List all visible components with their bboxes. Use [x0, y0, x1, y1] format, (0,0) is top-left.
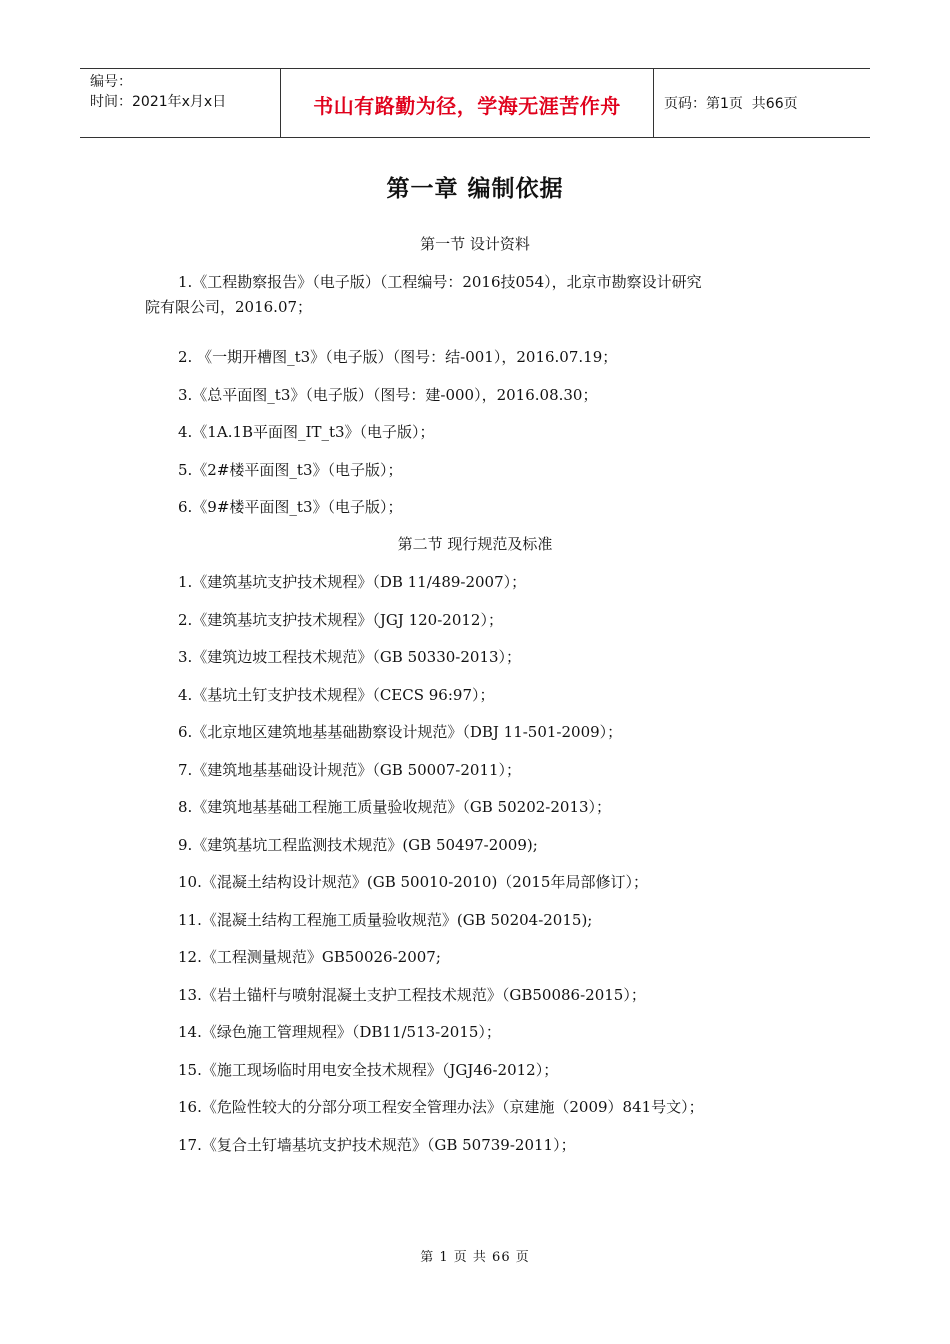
list-item	[145, 272, 845, 347]
list-item	[145, 1097, 845, 1135]
page-footer: 第 1 页 共 66 页	[420, 1250, 530, 1265]
list-item	[145, 835, 845, 873]
list-item-text: 4.《基坑土钉支护技术规程》（CECS 96:97）；	[178, 685, 495, 704]
header-page-cell	[654, 69, 870, 137]
list-item-text: 2. 《一期开槽图_t3》（电子版）（图号：结-001），2016.07.19；	[178, 348, 618, 366]
section-title-standards: 第二节 现行规范及标准	[397, 535, 553, 553]
list-item-text: 3.《总平面图_t3》（电子版）（图号：建-000），2016.08.30；	[178, 385, 598, 404]
section-title-design-materials: 第一节 设计资料	[420, 235, 530, 253]
list-item	[145, 947, 845, 985]
chapter-title: 第一章 编制依据	[386, 176, 564, 202]
list-item	[145, 722, 845, 760]
document-time-label: 时间：2021年x月x日	[90, 94, 227, 110]
header-page-info: 页码：第1页 共66页	[664, 96, 798, 112]
header-meta-cell	[80, 69, 281, 137]
list-item-text: 5.《2#楼平面图_t3》（电子版）；	[178, 460, 403, 479]
document-number-label: 编号：	[90, 74, 132, 90]
list-item	[145, 910, 845, 948]
list-item-text: 16.《危险性较大的分部分项工程安全管理办法》（京建施（2009）841号文）；	[178, 1098, 704, 1116]
list-item	[145, 647, 845, 685]
list-item-line: 1.《工程勘察报告》（电子版）（工程编号：2016技054），北京市勘察设计研究	[178, 273, 702, 291]
list-item	[145, 797, 845, 835]
list-item-text: 1.《建筑基坑支护技术规程》（DB 11/489-2007）；	[178, 573, 527, 591]
list-item	[145, 497, 845, 535]
list-item	[145, 1060, 845, 1098]
list-item-text: 15.《施工现场临时用电安全技术规程》（JGJ46-2012）；	[178, 1060, 559, 1079]
header-motto: 书山有路勤为径，学海无涯苦作舟	[313, 94, 621, 118]
list-item	[145, 872, 845, 910]
list-item	[145, 385, 845, 423]
standards-list	[145, 572, 845, 1172]
list-item	[145, 1022, 845, 1060]
list-item-text: 8.《建筑地基基础工程施工质量验收规范》（GB 50202-2013）；	[178, 798, 612, 816]
list-item	[145, 760, 845, 798]
list-item-text: 17.《复合土钉墙基坑支护技术规范》（GB 50739-2011）；	[178, 1135, 576, 1154]
list-item	[145, 347, 845, 385]
list-item-text: 12.《工程测量规范》GB50026-2007;	[178, 948, 441, 966]
list-item-text: 9.《建筑基坑工程监测技术规范》(GB 50497-2009);	[178, 835, 538, 854]
list-item	[145, 572, 845, 610]
list-item	[145, 422, 845, 460]
list-item-text: 11.《混凝土结构工程施工质量验收规范》(GB 50204-2015);	[178, 910, 593, 929]
list-item-text: 13.《岩土锚杆与喷射混凝土支护工程技术规范》（GB50086-2015）；	[178, 985, 646, 1004]
list-item	[145, 1135, 845, 1173]
list-item	[145, 685, 845, 723]
list-item-text: 6.《9#楼平面图_t3》（电子版）；	[178, 498, 403, 516]
list-item	[145, 460, 845, 498]
list-item-text: 10.《混凝土结构设计规范》(GB 50010-2010)（2015年局部修订）；	[178, 873, 648, 891]
list-item-text: 4.《1A.1B平面图_IT_t3》（电子版）；	[178, 423, 435, 441]
list-item	[145, 985, 845, 1023]
list-item-text: 2.《建筑基坑支护技术规程》（JGJ 120-2012）；	[178, 610, 503, 629]
list-item-text: 3.《建筑边坡工程技术规范》（GB 50330-2013）；	[178, 648, 522, 666]
list-item-text: 7.《建筑地基基础设计规范》（GB 50007-2011）；	[178, 760, 522, 779]
list-item-text: 14.《绿色施工管理规程》（DB11/513-2015）；	[178, 1023, 501, 1041]
list-item-line: 院有限公司，2016.07；	[145, 298, 313, 316]
document-header	[80, 68, 870, 138]
header-motto-cell	[281, 69, 654, 137]
design-materials-list	[145, 272, 845, 535]
list-item	[145, 610, 845, 648]
list-item-text: 6.《北京地区建筑地基基础勘察设计规范》（DBJ 11-501-2009）；	[178, 723, 623, 741]
